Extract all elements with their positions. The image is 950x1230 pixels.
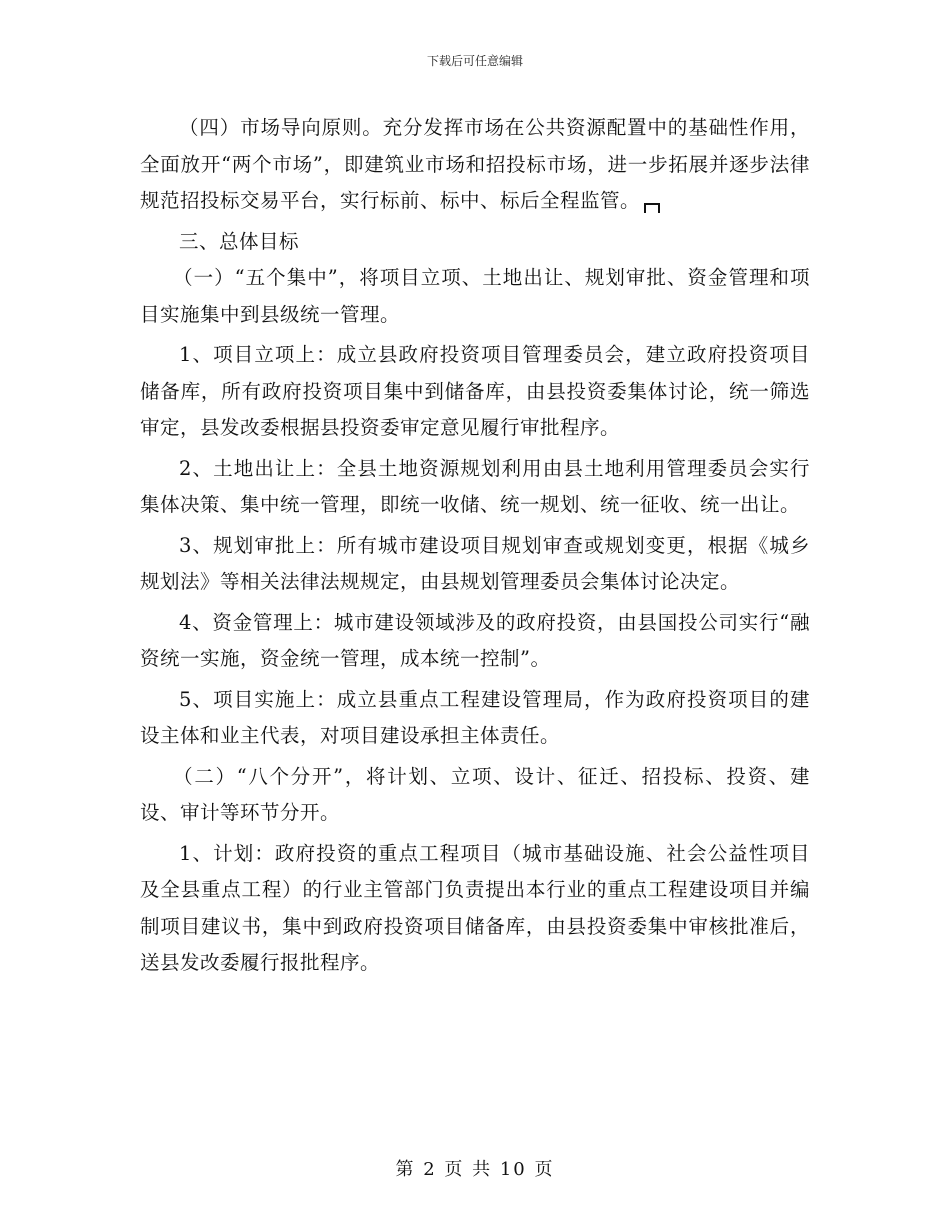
page-header: 下载后可任意编辑	[426, 54, 523, 68]
document-body	[140, 110, 810, 982]
paragraph-eight-separations: （二）“八个分开”，将计划、立项、设计、征迁、招投标、投资、建设、审计等环节分开。	[140, 764, 810, 824]
paragraph-project-implementation: 5、项目实施上：成立县重点工程建设管理局，作为政府投资项目的建设主体和业主代表，对项目建设承担主体责任。	[140, 687, 810, 747]
page-footer: 第 2 页 共 10 页	[395, 1159, 555, 1180]
paragraph-planning-approval: 3、规划审批上：所有城市建设项目规划审查或规划变更，根据《城乡规划法》等相关法律法规规定，由县规划管理委员会集体讨论决定。	[140, 533, 810, 593]
paragraph-fund-management: 4、资金管理上：城市建设领域涉及的政府投资，由县国投公司实行“融资统一实施，资金统一管理，成本统一控制”。	[140, 610, 810, 670]
bracket-mark-icon	[644, 203, 660, 213]
paragraph-market-principle: （四）市场导向原则。充分发挥市场在公共资源配置中的基础性作用，全面放开“两个市场”，即建筑业市场和招投标市场，进一步拓展并逐步法律规范招投标交易平台，实行标前、标中、标后全程监管。	[140, 116, 810, 212]
paragraph-land-transfer: 2、土地出让上：全县土地资源规划利用由县土地利用管理委员会实行集体决策、集中统一管理，即统一收储、统一规划、统一征收、统一出让。	[140, 456, 810, 516]
paragraph-project-approval: 1、项目立项上：成立县政府投资项目管理委员会，建立政府投资项目储备库，所有政府投资项目集中到储备库，由县投资委集体讨论，统一筛选审定，县发改委根据县投资委审定意见履行审批程序。	[140, 343, 810, 439]
section-heading-overall-goals: 三、总体目标	[179, 229, 300, 253]
paragraph-planning: 1、计划：政府投资的重点工程项目（城市基础设施、社会公益性项目及全县重点工程）的行业主管部门负责提出本行业的重点工程建设项目并编制项目建议书，集中到政府投资项目储备库，由县投资委集中审核批准后，送县发改委履行报批程序。	[140, 841, 810, 974]
paragraph-five-concentrations: （一）“五个集中”，将项目立项、土地出让、规划审批、资金管理和项目实施集中到县级统一管理。	[140, 266, 810, 326]
